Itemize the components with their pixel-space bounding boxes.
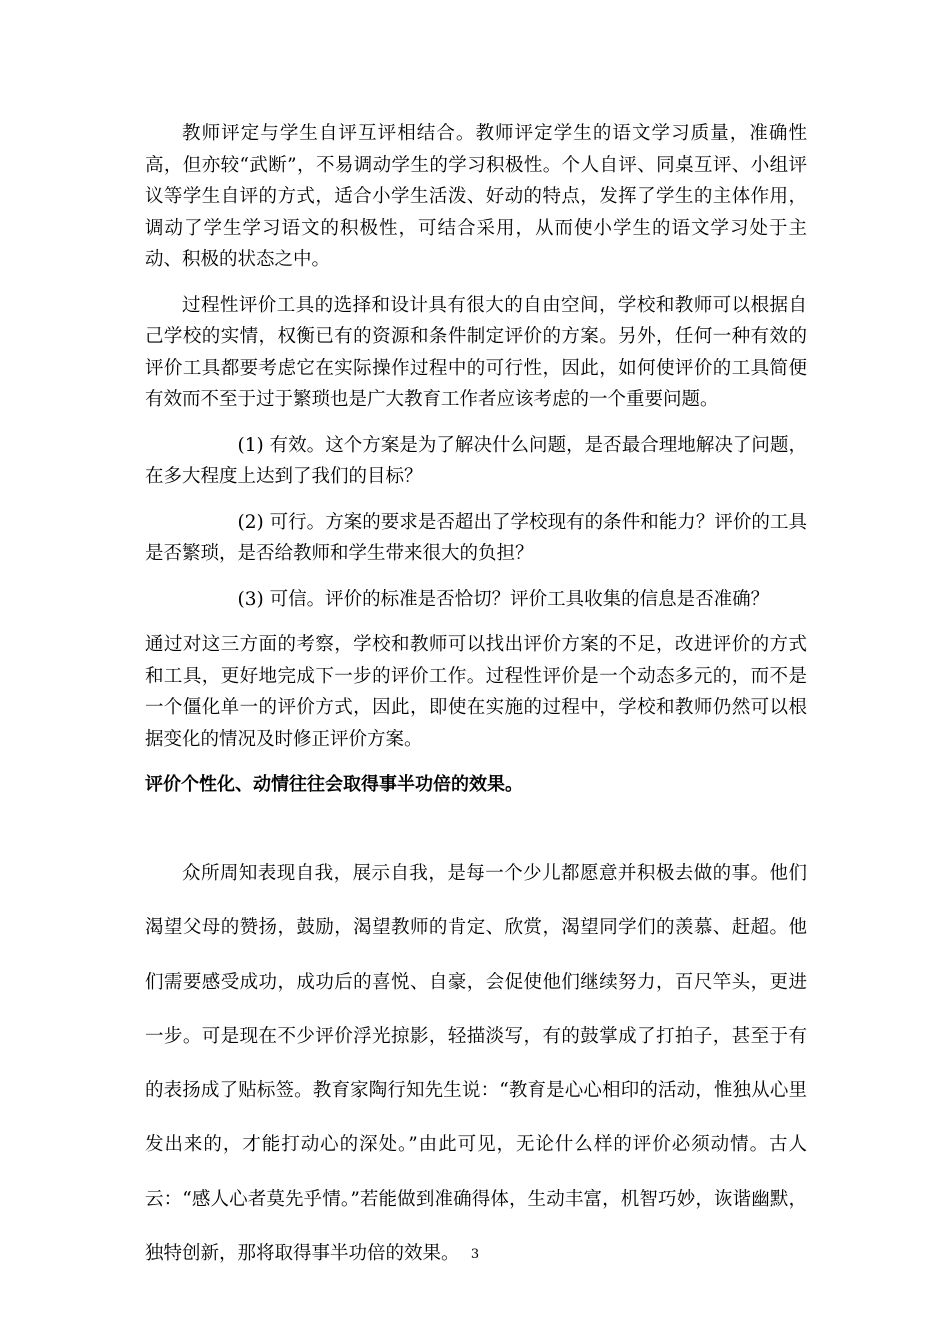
list-item-effective: (1) 有效。这个方案是为了解决什么问题，是否最合理地解决了问题，在多大程度上达到了我们的目标？ bbox=[145, 434, 807, 487]
list-item-feasible: (2) 可行。方案的要求是否超出了学校现有的条件和能力？评价的工具是否繁琐，是否给教师和学生带来很大的负担？ bbox=[145, 511, 807, 564]
section-heading: 评价个性化、动情往往会取得事半功倍的效果。 bbox=[145, 774, 523, 795]
paragraph-conclusion: 通过对这三方面的考察，学校和教师可以找出评价方案的不足，改进评价的方式和工具，更好地完成下一步的评价工作。过程性评价是一个动态多元的，而不是一个僵化单一的评价方式，因此，即使在实施的过程中，学校和教师仍然可以根据变化的情况及时修正评价方案。 bbox=[145, 634, 807, 750]
document-body bbox=[145, 118, 807, 1281]
paragraph-process-evaluation-tools: 过程性评价工具的选择和设计具有很大的自由空间，学校和教师可以根据自己学校的实情，权衡已有的资源和条件制定评价的方案。另外，任何一种有效的评价工具都要考虑它在实际操作过程中的可行性，因此，如何使评价的工具简便有效而不至于过于繁琐也是广大教育工作者应该考虑的一个重要问题。 bbox=[145, 294, 807, 410]
paragraph-personalized-evaluation: 众所周知表现自我，展示自我，是每一个少儿都愿意并积极去做的事。他们渴望父母的赞扬，鼓励，渴望教师的肯定、欣赏，渴望同学们的羡慕、赶超。他们需要感受成功，成功后的喜悦、自豪，会促使他们继续努力，百尺竿头，更进一步。可是现在不少评价浮光掠影，轻描淡写，有的鼓掌成了打拍子，甚至于有的表扬成了贴标签。教育家陶行知先生说：“教育是心心相印的活动，惟独从心里发出来的，才能打动心的深处。”由此可见，无论什么样的评价必须动情。古人云：“感人心者莫先乎情。”若能做到准确得体，生动丰富，机智巧妙，诙谐幽默，独特创新，那将取得事半功倍的效果。 bbox=[145, 863, 807, 1265]
page-number: 3 bbox=[470, 1247, 480, 1262]
list-item-credible: (3) 可信。评价的标准是否恰切？评价工具收集的信息是否准确？ bbox=[237, 588, 770, 610]
paragraph-teacher-student-evaluation: 教师评定与学生自评互评相结合。教师评定学生的语文学习质量，准确性高，但亦较“武断”，不易调动学生的学习积极性。个人自评、同桌互评、小组评议等学生自评的方式，适合小学生活泼、好动的特点，发挥了学生的主体作用，调动了学生学习语文的积极性，可结合采用，从而使小学生的语文学习处于主动、积极的状态之中。 bbox=[145, 123, 807, 270]
